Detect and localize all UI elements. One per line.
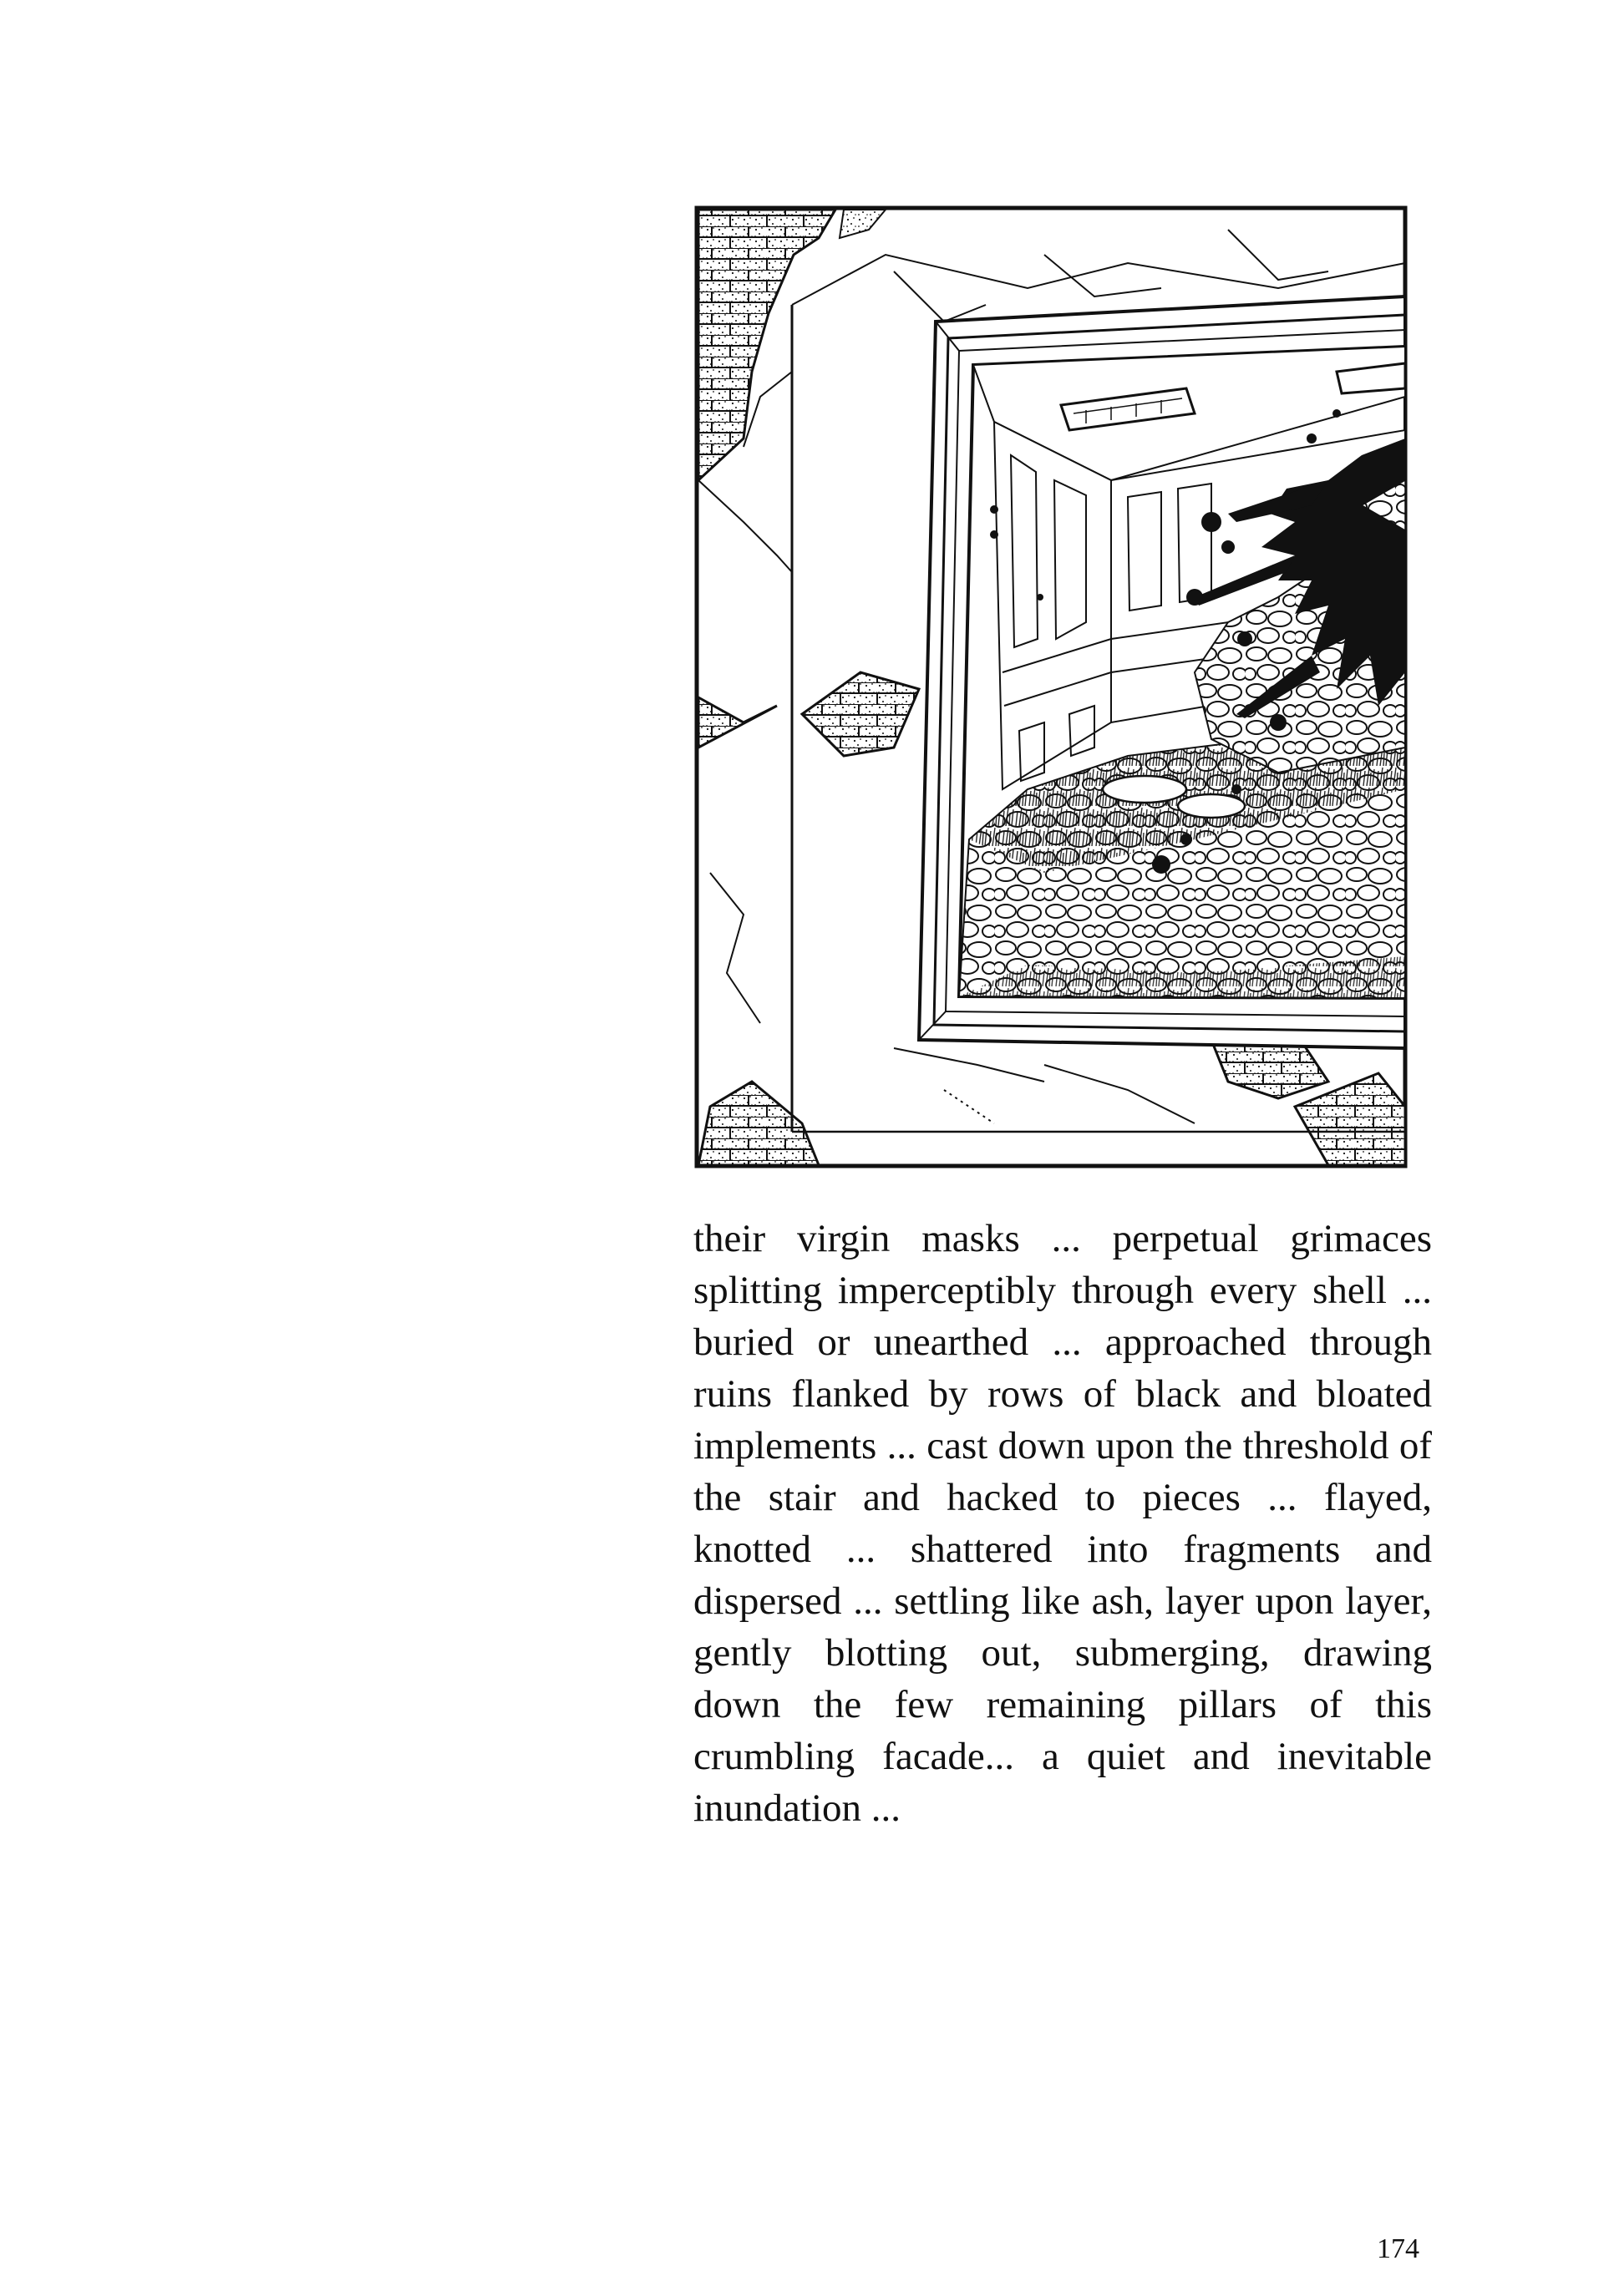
ruined-room-illustration xyxy=(693,205,1409,1169)
illustration-canvas xyxy=(693,205,1409,1169)
body-passage: their virgin masks ... perpetual grimaces splitting imperceptibly through every shell ... buried or unearthed ... approached through ruins flanked by rows of black and bloated implements ... cast down upon the threshold of the stair and hacked to pieces ... flayed, knotted ... shattered into fragments and dispersed ... settling like ash, layer upon layer, gently blotting out, submerging, drawing down the few remaining pillars of this crumbling facade... a quiet and inevitable inundation ... xyxy=(693,1217,1432,1830)
page-number: 174 xyxy=(1377,2233,1419,2264)
